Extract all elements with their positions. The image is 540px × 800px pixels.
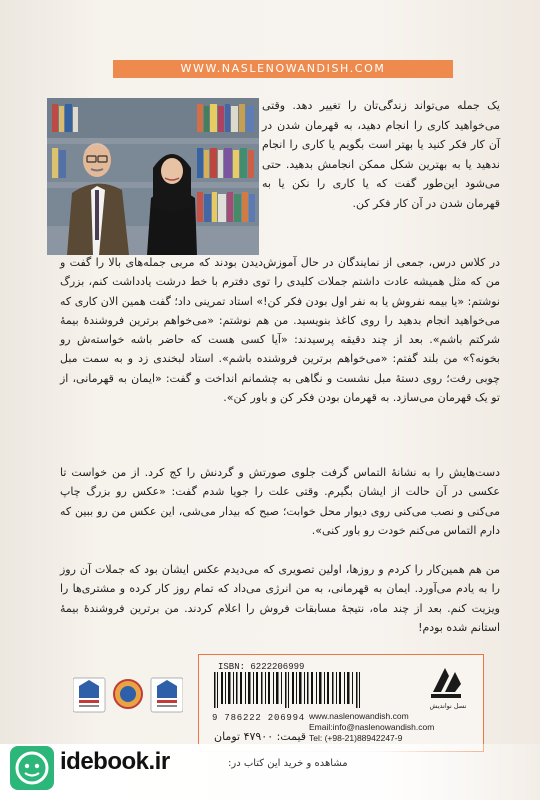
closing-paragraph [60,560,500,637]
story-paragraph [60,253,500,407]
author-photo-illustration [47,98,259,255]
paragraph-3: دست‌هایش را به نشانهٔ التماس گرفت جلوی صورتش و گردنش را کج کرد. از من خواست تا عکسی در آن حالت از ایشان بگیرم. وقتی علت را جویا شدم گفت: «عکس رو بزرگ چاپ می‌کنی و نصب می‌کنی روی دیوار محل خوابت؛ صبح که بیدار می‌شی، این عکس من رو ببین که دارم التماس می‌کنم خودت رو باور کنی». [60,466,500,537]
author-photo [47,98,259,255]
story-paragraph-2 [60,463,500,540]
contact-phone: Tel: (+98-21)88942247-9 [309,733,403,743]
website-banner: WWW.NASLENOWANDISH.COM [113,60,453,78]
isbn-label: ISBN: 6222206999 [218,662,305,672]
contact-website: www.naslenowandish.com [309,711,409,721]
contact-email: Email:info@naslenowandish.com [309,722,435,732]
promo-text: مشاهده و خرید این کتاب در: [228,758,348,769]
idebook-brand: idebook.ir [60,748,170,775]
barcode-number: 9 786222 206994 [212,713,306,723]
publisher-name: نسل نواندیش [429,702,467,710]
barcode [212,672,364,708]
intro-paragraph [262,96,500,214]
publisher-logo-icon [425,662,467,702]
paragraph-1: یک جمله می‌تواند زندگی‌تان را تغییر دهد. وقتی می‌خواهید کاری را انجام دهید، به قهرمان شدن در آن کار فکر کنید یا بهتر است بگویم یا کاری را انجام ندهید یا به بهترین شکل ممکن انجامش بدهید. حتی می‌شود این‌طور گفت که یا کاری را نکن یا به قهرمان شدن در آن کار فکر کن. [262,99,500,210]
paragraph-2: در کلاس درس، جمعی از نمایندگان در حال آموزش‌دیدن بودند که مربی جمله‌های بالا را گفت و من که مثل همیشه عادت داشتم جملات کلیدی را توی دفترم با خط درشت یادداشت کنم، بزرگ نوشتم: «یا بیمه نفروش یا به نفر اول بودن فکر کن!» استاد تمرینی داد؛ گفت همین الان کاری که می‌خواهید انجام بدهید را روی کاغذ بنویسید. من هم نوشتم: «می‌خواهم برترین فروشندهٔ بیمهٔ شرکتم باشم». بعد از چند دقیقه پرسیدند: «آیا کسی هست که حاضر باشه خواسته‌ش رو بخونه؟» من بلند گفتم: «می‌خواهم برترین فروشنده باشم». استاد لبخندی زد و به سمت مبل چوبی رفت؛ روی دستهٔ مبل نشست و نگاهی به چشمانم انداخت و گفت: «ایمان به قهرمانی، از تو یک قهرمان می‌سازد. به قهرمان بودن فکر کن و باور کن». [60,256,500,405]
certification-badges [73,676,183,720]
price-label: قیمت: ۴۷۹۰۰ تومان [214,730,307,743]
paragraph-4: من هم همین‌کار را کردم و روزها، اولین تصویری که می‌دیدم عکس ایشان بود که جملات آن روز را به یادم می‌آورد. ایمان به قهرمانی، به من انرژی می‌داد که تمام روز کار کرده و مشتری‌ها را ویزیت کنم. بعد از چند ماه، نتیجهٔ مسابقات فروش را اعلام کردند. من برترین فروشندهٔ بیمهٔ استانم شده بودم! [60,563,500,634]
